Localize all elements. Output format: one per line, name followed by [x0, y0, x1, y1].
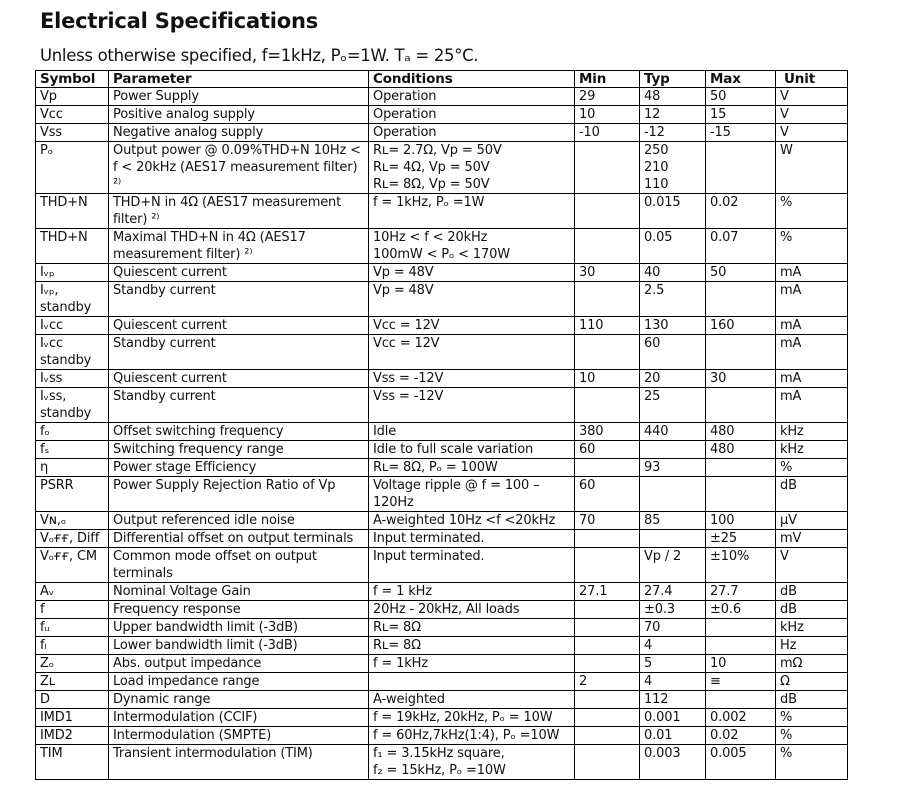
cell-max: 0.02	[706, 727, 776, 745]
cell-unit: Hz	[776, 637, 848, 655]
cell-parameter: Maximal THD+N in 4Ω (AES17 measurement filter) ²⁾	[109, 229, 369, 264]
cell-unit: dB	[776, 477, 848, 512]
cell-unit: dB	[776, 691, 848, 709]
cell-min	[575, 727, 640, 745]
table-row	[36, 106, 848, 124]
header-conditions: Conditions	[369, 71, 575, 88]
page-subtitle: Unless otherwise specified, f=1kHz, Pₒ=1W. Tₐ = 25°C.	[40, 46, 479, 65]
cell-typ: 0.001	[640, 709, 706, 727]
cell-unit: kHz	[776, 423, 848, 441]
table-row	[36, 619, 848, 637]
cell-parameter: Lower bandwidth limit (-3dB)	[109, 637, 369, 655]
cell-max: 10	[706, 655, 776, 673]
cell-min: 60	[575, 441, 640, 459]
cell-max: 27.7	[706, 583, 776, 601]
header-parameter: Parameter	[109, 71, 369, 88]
cell-unit: %	[776, 745, 848, 780]
cell-unit: %	[776, 459, 848, 477]
table-row	[36, 229, 848, 264]
cell-parameter: Intermodulation (SMPTE)	[109, 727, 369, 745]
table-row	[36, 673, 848, 691]
cell-unit: mA	[776, 282, 848, 317]
cell-symbol: Iᵥcc standby	[36, 335, 109, 370]
table-header-row	[36, 71, 848, 88]
cell-min: 2	[575, 673, 640, 691]
cell-symbol: Vss	[36, 124, 109, 142]
cell-min	[575, 601, 640, 619]
table-row	[36, 317, 848, 335]
cell-typ	[640, 477, 706, 512]
cell-parameter: Switching frequency range	[109, 441, 369, 459]
cell-typ: 440	[640, 423, 706, 441]
cell-symbol: f	[36, 601, 109, 619]
cell-parameter: Differential offset on output terminals	[109, 530, 369, 548]
cell-typ: 40	[640, 264, 706, 282]
cell-symbol: IMD1	[36, 709, 109, 727]
table-row	[36, 388, 848, 423]
table-row	[36, 512, 848, 530]
cell-typ: 4	[640, 637, 706, 655]
cell-max	[706, 142, 776, 194]
cell-conditions: f = 1kHz, Pₒ =1W	[369, 194, 575, 229]
cell-typ	[640, 441, 706, 459]
cell-parameter: Quiescent current	[109, 264, 369, 282]
cell-conditions: f = 1kHz	[369, 655, 575, 673]
cell-parameter: Power Supply Rejection Ratio of Vp	[109, 477, 369, 512]
cell-min	[575, 229, 640, 264]
cell-conditions: f = 1 kHz	[369, 583, 575, 601]
table-row	[36, 655, 848, 673]
cell-symbol: Aᵥ	[36, 583, 109, 601]
table-row	[36, 530, 848, 548]
cell-min: 110	[575, 317, 640, 335]
cell-unit: dB	[776, 601, 848, 619]
cell-parameter: Power Supply	[109, 88, 369, 106]
cell-min: 29	[575, 88, 640, 106]
cell-parameter: Load impedance range	[109, 673, 369, 691]
cell-conditions: Vcc = 12V	[369, 335, 575, 370]
cell-parameter: Transient intermodulation (TIM)	[109, 745, 369, 780]
cell-unit: V	[776, 88, 848, 106]
table-row	[36, 282, 848, 317]
table-row	[36, 370, 848, 388]
cell-min: 10	[575, 370, 640, 388]
cell-typ: 20	[640, 370, 706, 388]
cell-symbol: Vₒғғ, Diff	[36, 530, 109, 548]
cell-min	[575, 637, 640, 655]
cell-conditions: A-weighted	[369, 691, 575, 709]
table-row	[36, 459, 848, 477]
cell-max: 480	[706, 423, 776, 441]
cell-typ: 60	[640, 335, 706, 370]
cell-min	[575, 282, 640, 317]
cell-typ: 0.003	[640, 745, 706, 780]
cell-symbol: Iᵥₚ, standby	[36, 282, 109, 317]
cell-conditions: Input terminated.	[369, 530, 575, 548]
table-row	[36, 709, 848, 727]
cell-max: ±10%	[706, 548, 776, 583]
cell-conditions: 10Hz < f < 20kHz 100mW < Pₒ < 170W	[369, 229, 575, 264]
cell-parameter: Negative analog supply	[109, 124, 369, 142]
table-row	[36, 583, 848, 601]
cell-typ: 112	[640, 691, 706, 709]
table-row	[36, 124, 848, 142]
cell-parameter: Frequency response	[109, 601, 369, 619]
cell-typ: 93	[640, 459, 706, 477]
cell-max: 100	[706, 512, 776, 530]
cell-parameter: Positive analog supply	[109, 106, 369, 124]
cell-symbol: fₗ	[36, 637, 109, 655]
cell-typ: Vp / 2	[640, 548, 706, 583]
cell-typ: 0.05	[640, 229, 706, 264]
cell-conditions: Rʟ= 2.7Ω, Vp = 50V Rʟ= 4Ω, Vp = 50V Rʟ= 8Ω, Vp = 50V	[369, 142, 575, 194]
cell-parameter: Output referenced idle noise	[109, 512, 369, 530]
cell-max	[706, 335, 776, 370]
cell-unit: %	[776, 229, 848, 264]
cell-unit: kHz	[776, 619, 848, 637]
cell-symbol: THD+N	[36, 229, 109, 264]
cell-max	[706, 388, 776, 423]
cell-min	[575, 142, 640, 194]
cell-typ: 5	[640, 655, 706, 673]
table-row	[36, 441, 848, 459]
cell-symbol: Iᵥₚ	[36, 264, 109, 282]
cell-min	[575, 619, 640, 637]
cell-conditions: Vp = 48V	[369, 264, 575, 282]
cell-conditions	[369, 673, 575, 691]
table-row	[36, 691, 848, 709]
cell-parameter: Abs. output impedance	[109, 655, 369, 673]
cell-min: 60	[575, 477, 640, 512]
cell-max: -15	[706, 124, 776, 142]
table-row	[36, 727, 848, 745]
cell-min: 27.1	[575, 583, 640, 601]
cell-max: ±0.6	[706, 601, 776, 619]
cell-symbol: Vp	[36, 88, 109, 106]
cell-max	[706, 691, 776, 709]
cell-typ: 130	[640, 317, 706, 335]
cell-conditions: Idle to full scale variation	[369, 441, 575, 459]
cell-parameter: Quiescent current	[109, 317, 369, 335]
cell-unit: V	[776, 106, 848, 124]
cell-min: 30	[575, 264, 640, 282]
cell-max	[706, 637, 776, 655]
cell-symbol: TIM	[36, 745, 109, 780]
cell-conditions: Vss = -12V	[369, 370, 575, 388]
cell-conditions: Voltage ripple @ f = 100 – 120Hz	[369, 477, 575, 512]
header-symbol: Symbol	[36, 71, 109, 88]
cell-conditions: Operation	[369, 106, 575, 124]
cell-parameter: Intermodulation (CCIF)	[109, 709, 369, 727]
cell-conditions: Vss = -12V	[369, 388, 575, 423]
cell-max: 0.002	[706, 709, 776, 727]
cell-parameter: Standby current	[109, 335, 369, 370]
table-row	[36, 142, 848, 194]
cell-symbol: PSRR	[36, 477, 109, 512]
cell-unit: %	[776, 194, 848, 229]
cell-conditions: Idle	[369, 423, 575, 441]
cell-conditions: 20Hz - 20kHz, All loads	[369, 601, 575, 619]
cell-conditions: f = 60Hz,7kHz(1:4), Pₒ =10W	[369, 727, 575, 745]
cell-max	[706, 477, 776, 512]
cell-unit: mA	[776, 388, 848, 423]
header-unit: Unit	[776, 71, 848, 88]
cell-symbol: fᵤ	[36, 619, 109, 637]
cell-symbol: D	[36, 691, 109, 709]
cell-unit: mA	[776, 335, 848, 370]
cell-conditions: Operation	[369, 88, 575, 106]
cell-max: ≡	[706, 673, 776, 691]
cell-parameter: Common mode offset on output terminals	[109, 548, 369, 583]
cell-unit: V	[776, 548, 848, 583]
cell-symbol: Vcc	[36, 106, 109, 124]
cell-min	[575, 335, 640, 370]
cell-conditions: A-weighted 10Hz <f <20kHz	[369, 512, 575, 530]
cell-min	[575, 530, 640, 548]
cell-conditions: Vcc = 12V	[369, 317, 575, 335]
cell-typ: 4	[640, 673, 706, 691]
cell-max: 480	[706, 441, 776, 459]
cell-max: 50	[706, 88, 776, 106]
table-row	[36, 637, 848, 655]
cell-symbol: η	[36, 459, 109, 477]
cell-unit: mA	[776, 370, 848, 388]
cell-conditions: Vp = 48V	[369, 282, 575, 317]
cell-max: 0.02	[706, 194, 776, 229]
header-min: Min	[575, 71, 640, 88]
cell-parameter: Standby current	[109, 388, 369, 423]
page-title: Electrical Specifications	[40, 9, 319, 33]
cell-parameter: Upper bandwidth limit (-3dB)	[109, 619, 369, 637]
cell-typ: 27.4	[640, 583, 706, 601]
table-row	[36, 88, 848, 106]
cell-min: 10	[575, 106, 640, 124]
cell-typ: 0.01	[640, 727, 706, 745]
cell-symbol: Pₒ	[36, 142, 109, 194]
cell-parameter: Nominal Voltage Gain	[109, 583, 369, 601]
cell-unit: mA	[776, 264, 848, 282]
cell-unit: Ω	[776, 673, 848, 691]
cell-parameter: Dynamic range	[109, 691, 369, 709]
cell-typ: 48	[640, 88, 706, 106]
cell-min	[575, 459, 640, 477]
cell-symbol: fₛ	[36, 441, 109, 459]
cell-min	[575, 655, 640, 673]
cell-parameter: Standby current	[109, 282, 369, 317]
cell-symbol: Iᵥss, standby	[36, 388, 109, 423]
cell-unit: mA	[776, 317, 848, 335]
cell-parameter: Power stage Efficiency	[109, 459, 369, 477]
cell-typ: 250 210 110	[640, 142, 706, 194]
cell-typ: 12	[640, 106, 706, 124]
table-row	[36, 194, 848, 229]
table-row	[36, 423, 848, 441]
table-row	[36, 601, 848, 619]
cell-unit: %	[776, 709, 848, 727]
cell-conditions: Rʟ= 8Ω	[369, 637, 575, 655]
table-row	[36, 548, 848, 583]
cell-min	[575, 691, 640, 709]
cell-unit: µV	[776, 512, 848, 530]
cell-unit: W	[776, 142, 848, 194]
cell-min	[575, 194, 640, 229]
cell-max: 0.005	[706, 745, 776, 780]
cell-conditions: Input terminated.	[369, 548, 575, 583]
cell-typ: 0.015	[640, 194, 706, 229]
cell-typ: ±0.3	[640, 601, 706, 619]
cell-parameter: THD+N in 4Ω (AES17 measurement filter) ²⁾	[109, 194, 369, 229]
table-row	[36, 335, 848, 370]
cell-min	[575, 745, 640, 780]
cell-symbol: Zʟ	[36, 673, 109, 691]
table-row	[36, 264, 848, 282]
cell-unit: dB	[776, 583, 848, 601]
cell-conditions: Operation	[369, 124, 575, 142]
cell-symbol: Vɴ,ₒ	[36, 512, 109, 530]
cell-typ: 70	[640, 619, 706, 637]
cell-parameter: Offset switching frequency	[109, 423, 369, 441]
header-typ: Typ	[640, 71, 706, 88]
cell-typ: 85	[640, 512, 706, 530]
cell-conditions: Rʟ= 8Ω	[369, 619, 575, 637]
cell-typ: 2.5	[640, 282, 706, 317]
cell-max: 50	[706, 264, 776, 282]
cell-max	[706, 459, 776, 477]
spec-table	[35, 70, 848, 780]
cell-max	[706, 619, 776, 637]
cell-max	[706, 282, 776, 317]
cell-typ: 25	[640, 388, 706, 423]
cell-min	[575, 388, 640, 423]
cell-max: ±25	[706, 530, 776, 548]
cell-symbol: Iᵥcc	[36, 317, 109, 335]
cell-conditions: f₁ = 3.15kHz square, f₂ = 15kHz, Pₒ =10W	[369, 745, 575, 780]
table-body	[36, 88, 848, 780]
cell-unit: kHz	[776, 441, 848, 459]
cell-conditions: f = 19kHz, 20kHz, Pₒ = 10W	[369, 709, 575, 727]
cell-min: 70	[575, 512, 640, 530]
cell-min: -10	[575, 124, 640, 142]
cell-unit: V	[776, 124, 848, 142]
cell-typ	[640, 530, 706, 548]
cell-max: 0.07	[706, 229, 776, 264]
cell-symbol: fₒ	[36, 423, 109, 441]
cell-min: 380	[575, 423, 640, 441]
cell-unit: mV	[776, 530, 848, 548]
cell-symbol: IMD2	[36, 727, 109, 745]
cell-max: 30	[706, 370, 776, 388]
cell-max: 160	[706, 317, 776, 335]
cell-max: 15	[706, 106, 776, 124]
cell-symbol: THD+N	[36, 194, 109, 229]
cell-unit: %	[776, 727, 848, 745]
cell-conditions: Rʟ= 8Ω, Pₒ = 100W	[369, 459, 575, 477]
table-row	[36, 745, 848, 780]
header-max: Max	[706, 71, 776, 88]
cell-parameter: Quiescent current	[109, 370, 369, 388]
cell-unit: mΩ	[776, 655, 848, 673]
cell-min	[575, 709, 640, 727]
table-row	[36, 477, 848, 512]
cell-symbol: Vₒғғ, CM	[36, 548, 109, 583]
cell-min	[575, 548, 640, 583]
cell-symbol: Zₒ	[36, 655, 109, 673]
cell-typ: -12	[640, 124, 706, 142]
cell-parameter: Output power @ 0.09%THD+N 10Hz < f < 20kHz (AES17 measurement filter) ²⁾	[109, 142, 369, 194]
cell-symbol: Iᵥss	[36, 370, 109, 388]
